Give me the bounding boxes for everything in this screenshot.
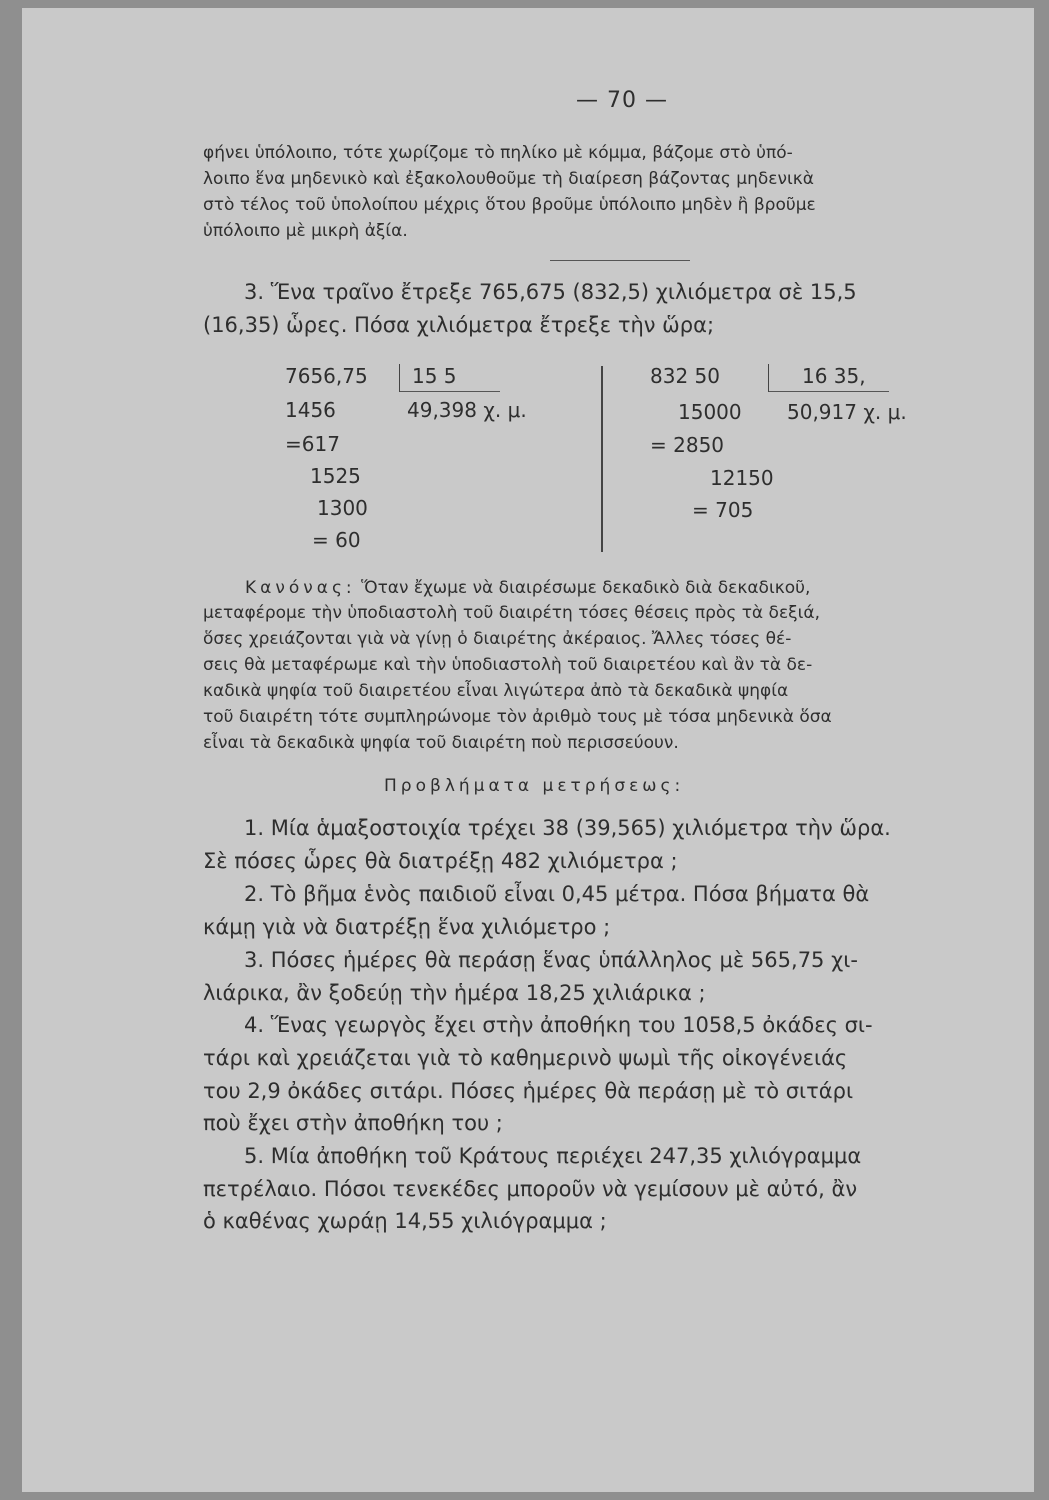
division-left-bracket [399,364,400,392]
problem3-line: 3. Ἕνα τραῖνο ἔτρεξε 765,675 (832,5) χιλιόμετρα σὲ 15,5 [244,280,857,304]
division-right-dividend: 832 50 [650,364,720,388]
problem-line: 1. Μία ἁμαξοστοιχία τρέχει 38 (39,565) χιλιόμετρα τὴν ὥρα. [244,816,891,840]
division-left-underline [400,391,500,392]
section-divider [550,260,690,261]
division-right-step: = 2850 [650,433,725,457]
intro-line: φήνει ὑπόλοιπο, τότε χωρίζομε τὸ πηλίκο μὲ κόμμα, βάζομε στὸ ὑπό- [203,143,793,163]
division-left-step: 1456 [285,398,336,422]
division-right-divisor: 16 35, [802,364,866,388]
rule-line: καδικὰ ψηφία τοῦ διαιρετέου εἶναι λιγώτερα ἀπὸ τὰ δεκαδικὰ ψηφία [203,681,789,701]
problem-line: 4. Ἕνας γεωργὸς ἔχει στὴν ἀποθήκη του 1058,5 ὀκάδες σι- [244,1013,873,1037]
rule-line: τοῦ διαιρέτη τότε συμπληρώνομε τὸν ἀριθμὸ τους μὲ τόσα μηδενικὰ ὅσα [203,707,832,727]
rule-line: ὅσες χρειάζονται γιὰ νὰ γίνῃ ὁ διαιρέτης ἀκέραιος. Ἄλλες τόσες θέ- [203,629,792,649]
division-right-bracket [768,364,769,392]
intro-line: λοιπο ἕνα μηδενικὸ καὶ ἐξακολουθοῦμε τὴ διαίρεση βάζοντας μηδενικὰ [203,169,814,189]
division-left-step: 1300 [317,496,368,520]
rule-line: εἶναι τὰ δεκαδικὰ ψηφία τοῦ διαιρέτη ποὺ περισσεύουν. [203,733,679,753]
problem-line: 3. Πόσες ἡμέρες θὰ περάσῃ ἕνας ὑπάλληλος μὲ 565,75 χι- [244,948,858,972]
division-right-step: = 705 [692,498,754,522]
problem-line: Σὲ πόσες ὧρες θὰ διατρέξῃ 482 χιλιόμετρα ; [203,849,678,873]
division-left-step: 1525 [310,464,361,488]
problem-line: ποὺ ἔχει στὴν ἀποθήκη του ; [203,1111,503,1135]
division-left-divisor: 15 5 [412,364,457,388]
rule-label: Κανόνας: [245,578,356,598]
intro-line: στὸ τέλος τοῦ ὑπολοίπου μέχρις ὅτου βροῦμε ὑπόλοιπο μηδὲν ἢ βροῦμε [203,195,816,215]
division-left-quotient: 49,398 χ. μ. [407,398,527,422]
division-right-underline [769,391,889,392]
division-right-step: 12150 [710,466,774,490]
rule-first-line [245,578,1034,598]
problem-line: 2. Τὸ βῆμα ἑνὸς παιδιοῦ εἶναι 0,45 μέτρα. Πόσα βήματα θὰ [244,882,870,906]
book-page [22,8,1034,1492]
page-number: — 70 — [576,88,668,113]
division-left-step: =617 [285,432,340,456]
problem-line: λιάρικα, ἂν ξοδεύῃ τὴν ἡμέρα 18,25 χιλιάρικα ; [203,981,706,1005]
rule-line: σεις θὰ μεταφέρωμε καὶ τὴν ὑποδιαστολὴ τοῦ διαιρετέου καὶ ἂν τὰ δε- [203,655,813,675]
problem-line: κάμῃ γιὰ νὰ διατρέξῃ ἕνα χιλιόμετρο ; [203,915,611,939]
problem-line: ὁ καθένας χωράῃ 14,55 χιλιόγραμμα ; [203,1209,607,1233]
problem-line: πετρέλαιο. Πόσοι τενεκέδες μποροῦν νὰ γεμίσουν μὲ αὐτό, ἂν [203,1177,858,1201]
rule-line: μεταφέρομε τὴν ὑποδιαστολὴ τοῦ διαιρέτη τόσες θέσεις πρὸς τὰ δεξιά, [203,603,820,623]
problem-line: 5. Μία ἀποθήκη τοῦ Κράτους περιέχει 247,35 χιλιόγραμμα [244,1144,862,1168]
division-left-step: = 60 [312,528,361,552]
division-left-dividend: 7656,75 [285,364,368,388]
division-right-step: 15000 [678,400,742,424]
problem-line: τάρι καὶ χρειάζεται γιὰ τὸ καθημερινὸ ψωμὶ τῆς οἰκογένειάς [203,1046,848,1070]
division-right-quotient: 50,917 χ. μ. [787,400,907,424]
calculation-separator [601,366,603,552]
intro-line: ὑπόλοιπο μὲ μικρὴ ἀξία. [203,221,408,241]
problems-heading: Προβλήματα μετρήσεως: [384,776,685,796]
problem-line: του 2,9 ὀκάδες σιτάρι. Πόσες ἡμέρες θὰ περάσῃ μὲ τὸ σιτάρι [203,1079,854,1103]
problem3-line: (16,35) ὧρες. Πόσα χιλιόμετρα ἔτρεξε τὴν ὥρα; [203,313,715,337]
rule-line: Ὅταν ἔχωμε νὰ διαιρέσωμε δεκαδικὸ διὰ δεκαδικοῦ, [361,578,811,598]
